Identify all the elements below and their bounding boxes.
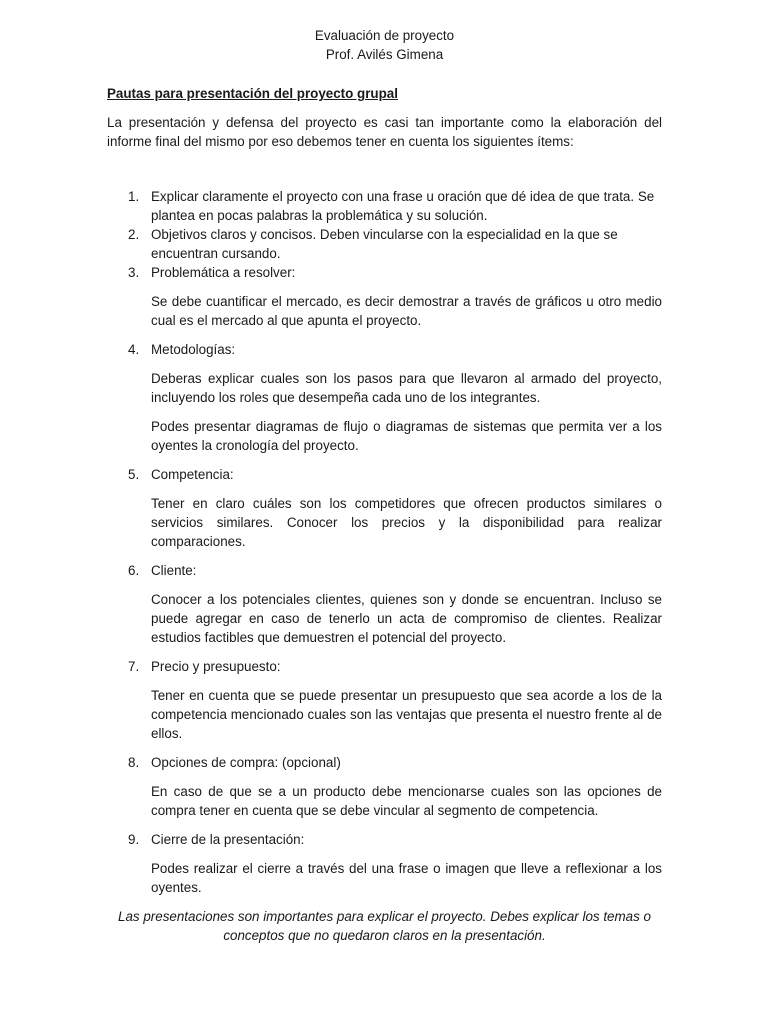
item-paragraph: Deberas explicar cuales son los pasos para que llevaron al armado del proyecto, incluyendo los roles que desempeña cada uno de los integrantes. <box>151 371 662 405</box>
guidelines-list <box>107 187 662 897</box>
item-paragraph: Podes realizar el cierre a través del una frase o imagen que lleve a reflexionar a los oyentes. <box>151 861 662 895</box>
item-paragraph: Podes presentar diagramas de flujo o diagramas de sistemas que permita ver a los oyentes la cronología del proyecto. <box>151 419 662 453</box>
list-item <box>107 753 662 820</box>
item-number: 3. <box>128 265 140 280</box>
intro-paragraph: La presentación y defensa del proyecto es casi tan importante como la elaboración del informe final del mismo por eso debemos tener en cuenta los siguientes ítems: <box>107 115 662 149</box>
document-title: Evaluación de proyecto <box>314 28 455 43</box>
item-number: 5. <box>128 467 140 482</box>
item-paragraph: Tener en cuenta que se puede presentar un presupuesto que sea acorde a los de la competencia mencionado cuales son las ventajas que presenta el nuestro frente al de ellos. <box>151 688 662 741</box>
item-title: Competencia: <box>151 467 234 482</box>
item-number: 6. <box>128 563 140 578</box>
list-item <box>107 187 662 225</box>
list-item <box>107 830 662 897</box>
list-item <box>107 340 662 455</box>
item-number: 2. <box>128 227 140 242</box>
item-title: Cliente: <box>151 563 197 578</box>
item-title: Objetivos claros y concisos. Deben vincularse con la especialidad en la que se encuentran cursando. <box>151 227 618 261</box>
item-paragraph: En caso de que se a un producto debe mencionarse cuales son las opciones de compra tener en cuenta que se debe vincular al segmento de competencia. <box>151 784 662 818</box>
document-page <box>107 26 662 945</box>
list-item <box>107 657 662 743</box>
item-number: 8. <box>128 755 140 770</box>
document-header <box>107 26 662 64</box>
item-number: 1. <box>128 189 140 204</box>
item-paragraph: Se debe cuantificar el mercado, es decir demostrar a través de gráficos u otro medio cual es el mercado al que apunta el proyecto. <box>151 294 662 328</box>
item-paragraph: Tener en claro cuáles son los competidores que ofrecen productos similares o servicios similares. Conocer los precios y la disponibilidad para realizar comparaciones. <box>151 496 662 549</box>
item-title: Opciones de compra: (opcional) <box>151 755 341 770</box>
list-item <box>107 263 662 330</box>
item-paragraph: Conocer a los potenciales clientes, quienes son y donde se encuentran. Incluso se puede agregar en caso de tenerlo un acta de compromiso de clientes. Realizar estudios factibles que demuestren el potencial del proyecto. <box>151 592 662 645</box>
list-item <box>107 465 662 551</box>
item-number: 7. <box>128 659 140 674</box>
list-item <box>107 561 662 647</box>
item-number: 9. <box>128 832 140 847</box>
list-item <box>107 225 662 263</box>
item-title: Cierre de la presentación: <box>151 832 305 847</box>
section-title: Pautas para presentación del proyecto grupal <box>107 86 398 101</box>
item-title: Problemática a resolver: <box>151 265 296 280</box>
item-number: 4. <box>128 342 140 357</box>
item-title: Metodologías: <box>151 342 236 357</box>
closing-note: Las presentaciones son importantes para explicar el proyecto. Debes explicar los temas o conceptos que no quedaron claros en la presentación. <box>118 909 651 943</box>
document-author: Prof. Avilés Gimena <box>325 47 444 62</box>
item-title: Precio y presupuesto: <box>151 659 281 674</box>
item-title: Explicar claramente el proyecto con una frase u oración que dé idea de que trata. Se plantea en pocas palabras la problemática y su solución. <box>151 189 655 223</box>
